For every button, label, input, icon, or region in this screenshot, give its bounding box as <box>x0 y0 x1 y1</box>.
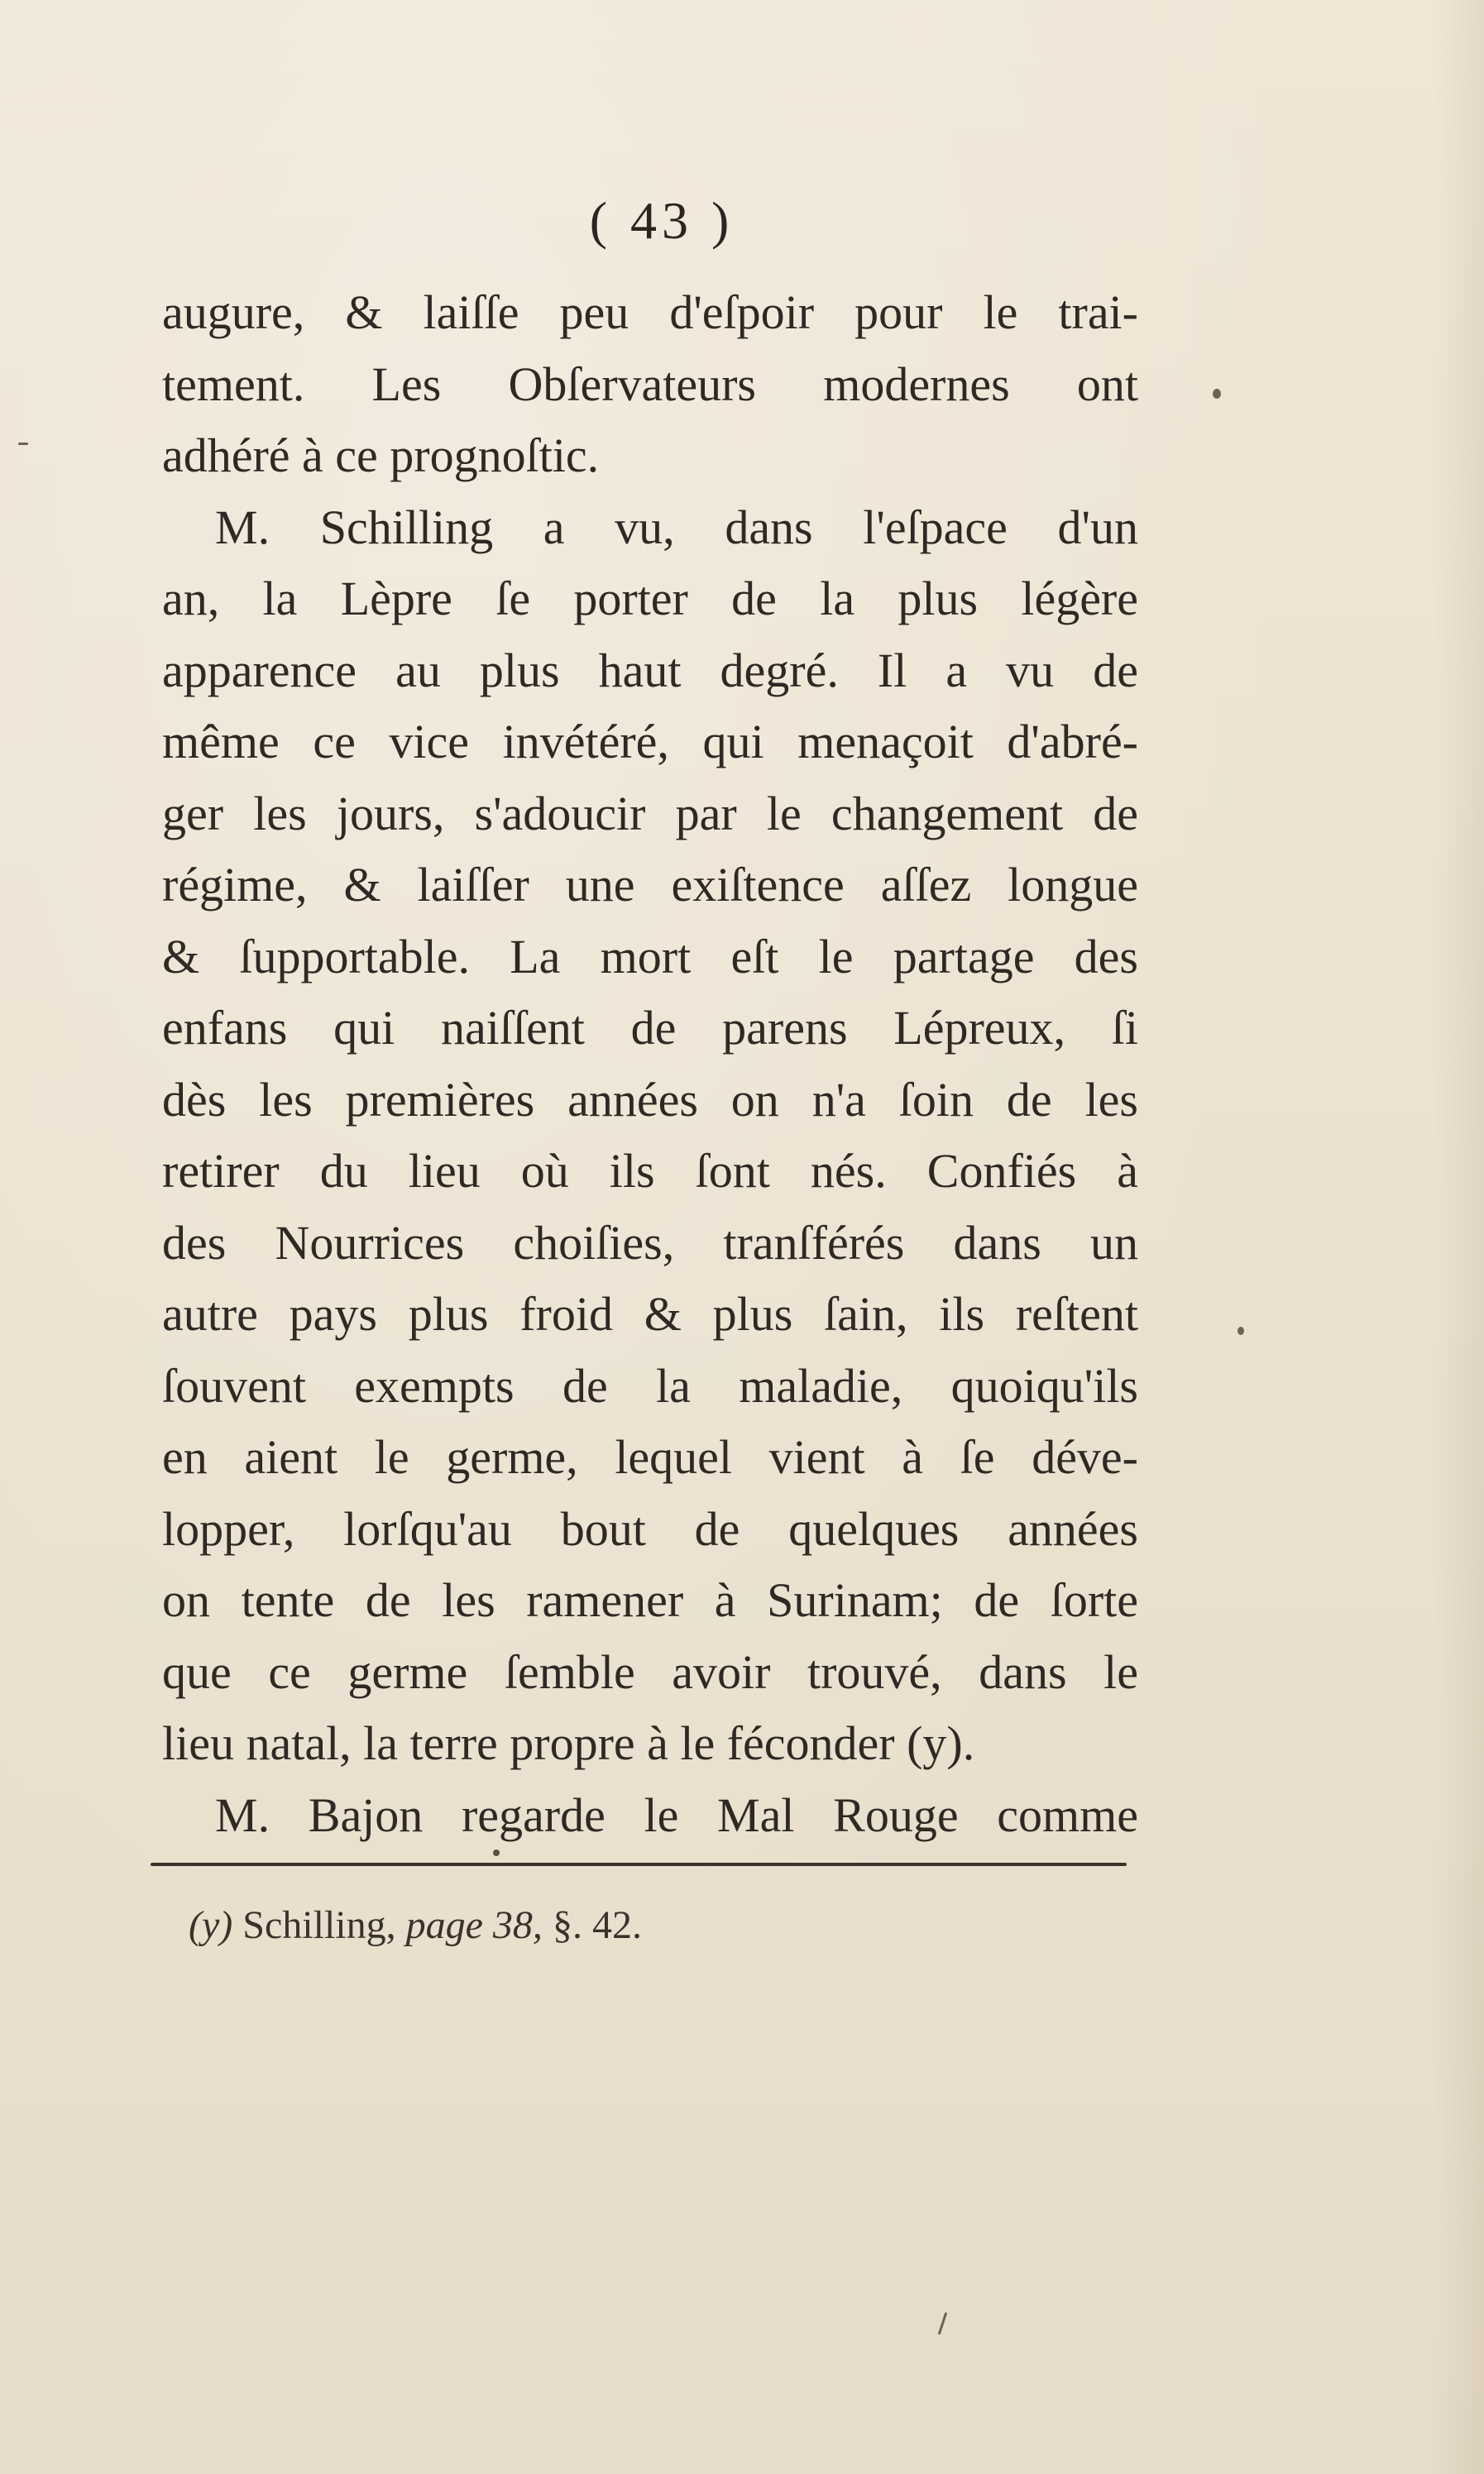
footnote-marker: (y) <box>189 1903 233 1947</box>
text-line: augure, & laiſſe peu d'eſpoir pour le trai- <box>162 285 1138 339</box>
text-line: M. Schilling a vu, dans l'eſpace d'un <box>215 500 1138 554</box>
text-line: & ſupportable. La mort eſt le partage des <box>162 929 1138 983</box>
text-line: on tente de les ramener à Surinam; de ſorte <box>162 1573 1138 1627</box>
body-text <box>162 277 1138 1851</box>
text-line: adhéré à ce prognoſtic. <box>162 428 600 482</box>
text-line: des Nourrices choiſies, tranſférés dans un <box>162 1215 1138 1270</box>
footnote-rule <box>151 1863 1127 1866</box>
text-line: apparence au plus haut degré. Il a vu de <box>162 643 1138 697</box>
footnote-page: page 38, <box>405 1903 543 1947</box>
text-line: autre pays plus froid & plus ſain, ils reſtent <box>162 1287 1138 1341</box>
text-line: lieu natal, la terre propre à le féconder (y). <box>162 1716 975 1770</box>
rule-ornament <box>493 1850 500 1856</box>
text-line: an, la Lèpre ſe porter de la plus légère <box>162 572 1138 625</box>
footnote-author: Schilling, <box>242 1903 396 1947</box>
text-line: M. Bajon regarde le Mal Rouge comme <box>215 1787 1138 1842</box>
paper-speck <box>1213 389 1221 399</box>
paper-speck <box>938 2312 948 2335</box>
paper-speck <box>18 443 28 445</box>
footnote <box>189 1902 642 1948</box>
text-line: que ce germe ſemble avoir trouvé, dans le <box>162 1644 1138 1699</box>
text-line: retirer du lieu où ils ſont nés. Confiés à <box>162 1144 1138 1198</box>
text-line: lopper, lorſqu'au bout de quelques années <box>162 1501 1138 1556</box>
page-edge-shadow <box>1434 0 1484 2474</box>
text-line: enfans qui naiſſent de parens Lépreux, ſi <box>162 1001 1138 1055</box>
text-line: ger les jours, s'adoucir par le changement de <box>162 786 1138 840</box>
text-line: dès les premières années on n'a ſoin de les <box>162 1072 1138 1127</box>
text-line: régime, & laiſſer une exiſtence aſſez longue <box>162 858 1138 912</box>
text-line: en aient le germe, lequel vient à ſe déve- <box>162 1430 1138 1484</box>
text-line: ſouvent exempts de la maladie, quoiqu'ils <box>162 1358 1138 1413</box>
page-number: ( 43 ) <box>589 191 735 250</box>
paper-speck <box>1237 1327 1244 1335</box>
footnote-section: §. 42. <box>552 1903 642 1947</box>
text-line: tement. Les Obſervateurs modernes ont <box>162 357 1138 411</box>
text-line: même ce vice invétéré, qui menaçoit d'abré- <box>162 715 1138 768</box>
